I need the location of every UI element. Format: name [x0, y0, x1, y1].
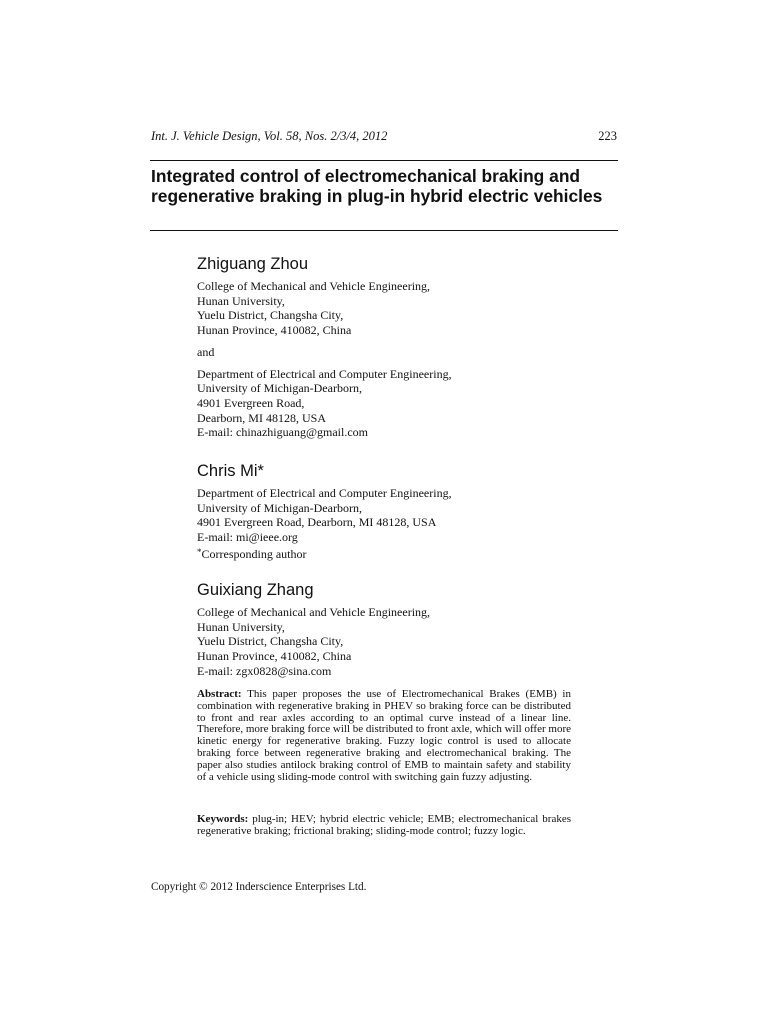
affiliation-line: Dearborn, MI 48128, USA [197, 410, 326, 425]
author-block-mi [197, 461, 577, 562]
author-block-zhang [197, 580, 577, 679]
affiliation-line: Yuelu District, Changsha City, [197, 308, 344, 323]
affiliation-line: College of Mechanical and Vehicle Engineering, [197, 279, 431, 293]
affiliation-line: Yuelu District, Changsha City, [197, 634, 344, 649]
affiliation-conjunction: and [197, 344, 215, 359]
affiliation-line: Department of Electrical and Computer Engineering, [197, 486, 452, 500]
author-name: Chris Mi* [197, 462, 264, 480]
affiliation-line: Hunan University, [197, 293, 285, 308]
title-rule-top [150, 160, 618, 161]
affiliation-line: Hunan Province, 410082, China [197, 649, 352, 664]
affiliation-line: College of Mechanical and Vehicle Engineering, [197, 605, 431, 619]
running-head [151, 129, 617, 147]
keywords-label: Keywords: [197, 813, 249, 825]
author-block-zhou [197, 254, 577, 440]
keywords-text: plug-in; HEV; hybrid electric vehicle; EMB; electromechanical brakes regenerative braking; frictional braking; sliding-mode control; fuzzy logic. [197, 813, 571, 838]
paper-title: Integrated control of electromechanical braking and regenerative braking in plug-in hybrid electric vehicles [151, 166, 603, 206]
copyright-notice: Copyright © 2012 Inderscience Enterprises Ltd. [151, 881, 367, 893]
author-email: E-mail: mi@ieee.org [197, 530, 298, 545]
affiliation-line: 4901 Evergreen Road, [197, 395, 305, 410]
affiliation-line: 4901 Evergreen Road, Dearborn, MI 48128, USA [197, 515, 437, 530]
author-name: Guixiang Zhang [197, 581, 314, 599]
corresponding-mark: * [197, 546, 202, 557]
journal-citation: Int. J. Vehicle Design, Vol. 58, Nos. 2/3/4, 2012 [151, 129, 388, 143]
affiliation-line: Hunan University, [197, 619, 285, 634]
author-email: E-mail: zgx0828@sina.com [197, 663, 332, 678]
affiliation-line: University of Michigan-Dearborn, [197, 381, 362, 396]
abstract [197, 689, 571, 783]
author-email: E-mail: chinazhiguang@gmail.com [197, 425, 368, 440]
affiliation-line: Department of Electrical and Computer Engineering, [197, 366, 452, 381]
author-name: Zhiguang Zhou [197, 255, 308, 273]
page-number: 223 [598, 129, 617, 143]
keywords [197, 813, 571, 837]
corresponding-author-note [197, 545, 577, 562]
abstract-text: This paper proposes the use of Electromechanical Brakes (EMB) in combination with regenerative braking in PHEV so braking force can be distributed to front and rear axles according to an optimal curve instead of a linear line. Therefore, more braking force will be distributed to front axle, which will offer more kinetic energy for regenerative braking. Fuzzy logic control is used to allocate braking force between regenerative braking and electromechanical braking. The paper also studies antilock braking control of EMB to maintain safety and stability of a vehicle using sliding-mode control with switching gain fuzzy adjusting. [197, 688, 571, 783]
title-rule-bottom [150, 230, 618, 231]
corresponding-label: Corresponding author [201, 546, 307, 561]
abstract-label: Abstract: [197, 688, 242, 700]
affiliation-line: University of Michigan-Dearborn, [197, 500, 362, 515]
affiliation-line: Hunan Province, 410082, China [197, 323, 352, 338]
